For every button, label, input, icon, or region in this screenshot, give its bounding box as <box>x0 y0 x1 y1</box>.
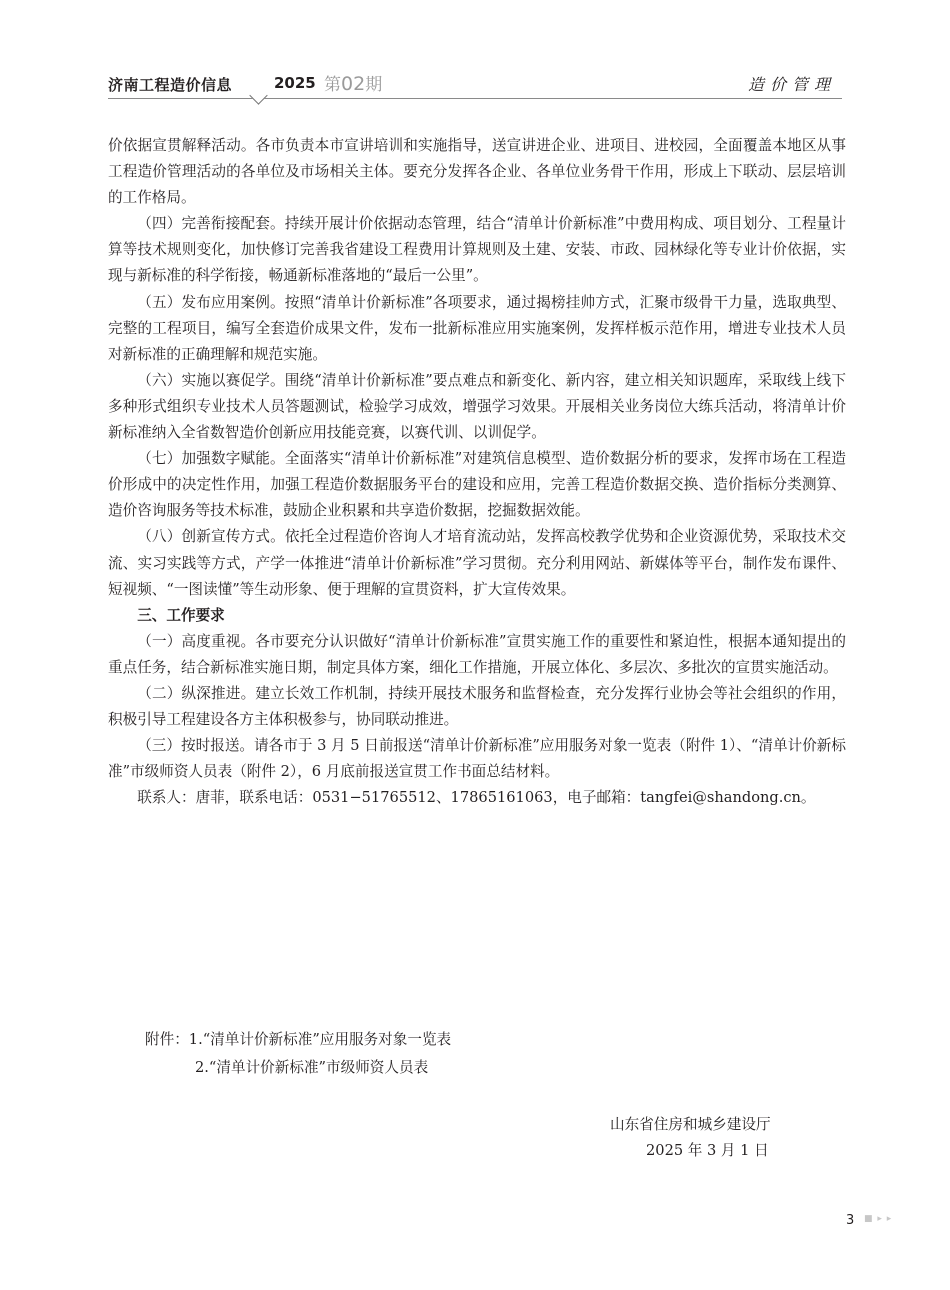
attachment-item: 2.“清单计价新标准”市级师资人员表 <box>195 1059 429 1076</box>
section-title: 造价管理 <box>747 75 836 94</box>
issue-year: 2025 <box>274 74 316 92</box>
page-arrow-icon: ■ ▸ ▸ <box>864 1214 893 1224</box>
issuing-organization: 山东省住房和城乡建设厅 <box>610 1116 771 1133</box>
contact-line: 联系人：唐菲，联系电话：0531−51765512、17865161063，电子邮箱：tangfei@shandong.cn。 <box>137 789 816 807</box>
signature-block <box>610 1112 771 1164</box>
paragraph: （四）完善衔接配套。持续开展计价依据动态管理，结合“清单计价新标准”中费用构成、项目划分、工程量计算等技术规则变化，加快修订完善我省建设工程费用计算规则及土建、安装、市政、园林绿化等专业计价依据，实现与新标准的科学衔接，畅通新标准落地的“最后一公里”。 <box>108 215 846 285</box>
paragraph: 价依据宣贯解释活动。各市负责本市宣讲培训和实施指导，送宣讲进企业、进项目、进校园，全面覆盖本地区从事工程造价管理活动的各单位及市场相关主体。要充分发挥各企业、各单位业务骨干作用，形成上下联动、层层培训的工作格局。 <box>108 137 846 207</box>
issue-prefix: 第 <box>324 75 341 95</box>
paragraph: （一）高度重视。各市要充分认识做好“清单计价新标准”宣贯实施工作的重要性和紧迫性，根据本通知提出的重点任务，结合新标准实施日期，制定具体方案，细化工作措施，开展立体化、多层次、多批次的宣贯实施活动。 <box>108 632 846 676</box>
journal-title: 济南工程造价信息 <box>108 76 233 94</box>
article-body <box>108 133 846 811</box>
attachment-item: 附件：1.“清单计价新标准”应用服务对象一览表 <box>145 1031 452 1048</box>
chevron-down-icon <box>249 86 267 104</box>
paragraph: （二）纵深推进。建立长效工作机制，持续开展技术服务和监督检查，充分发挥行业协会等社会组织的作用，积极引导工程建设各方主体积极参与，协同联动推进。 <box>108 684 846 729</box>
page-number: 3 <box>846 1213 855 1228</box>
paragraph: （三）按时报送。请各市于 3 月 5 日前报送“清单计价新标准”应用服务对象一览表（附件 1）、“清单计价新标准”市级师资人员表（附件 2），6 月底前报送宣贯工作书面总结材料。 <box>108 737 846 781</box>
issue-date: 2025 年 3 月 1 日 <box>646 1142 769 1159</box>
paragraph: （七）加强数字赋能。全面落实“清单计价新标准”对建筑信息模型、造价数据分析的要求，发挥市场在工程造价形成中的决定性作用，加强工程造价数据服务平台的建设和应用，完善工程造价数据交换、造价指标分类测算、造价咨询服务等技术标准，鼓励企业积累和共享造价数据，挖掘数据效能。 <box>108 450 846 520</box>
paragraph: （八）创新宣传方式。依托全过程造价咨询人才培育流动站，发挥高校教学优势和企业资源优势，采取技术交流、实习实践等方式，产学一体推进“清单计价新标准”学习贯彻。充分利用网站、新媒体等平台，制作发布课件、短视频、“一图读懂”等生动形象、便于理解的宣贯资料，扩大宣传效果。 <box>108 528 846 598</box>
paragraph: （六）实施以赛促学。围绕“清单计价新标准”要点难点和新变化、新内容，建立相关知识题库，采取线上线下多种形式组织专业技术人员答题测试，检验学习成效，增强学习效果。开展相关业务岗位大练兵活动，将清单计价新标准纳入全省数智造价创新应用技能竞赛，以赛代训、以训促学。 <box>108 371 846 442</box>
section-heading: 三、工作要求 <box>137 606 225 624</box>
page-header <box>108 68 842 99</box>
attachments-list <box>145 1026 451 1082</box>
paragraph: （五）发布应用案例。按照“清单计价新标准”各项要求，通过揭榜挂帅方式，汇聚市级骨干力量，选取典型、完整的工程项目，编写全套造价成果文件，发布一批新标准应用实施案例，发挥样板示范作用，增进专业技术人员对新标准的正确理解和规范实施。 <box>108 293 846 363</box>
issue-num: 02 <box>341 73 366 95</box>
issue-number <box>324 70 382 95</box>
issue-suffix: 期 <box>365 75 383 95</box>
